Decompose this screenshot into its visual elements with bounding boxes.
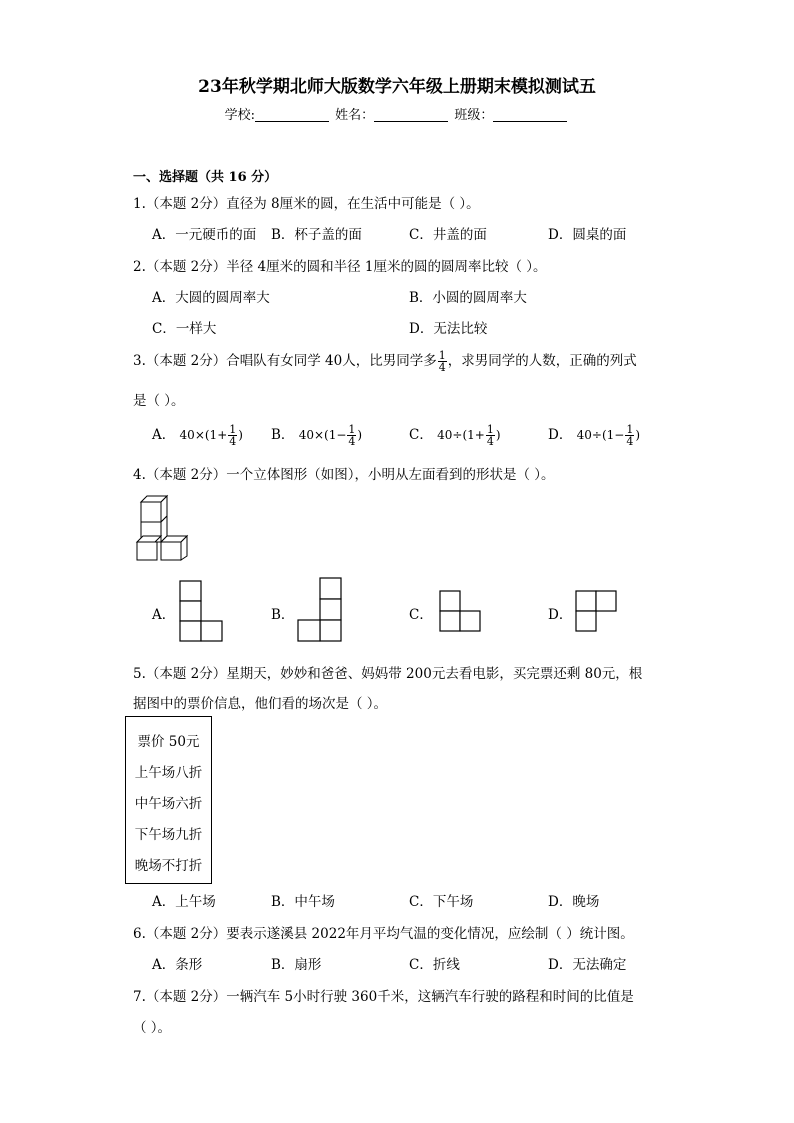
question-7-stem-line1: 7.（本题 2分）一辆汽车 5小时行驶 360千米，这辆汽车行驶的路程和时间的比值是	[133, 989, 634, 1005]
q3-option-b	[271, 423, 362, 447]
q4-option-d-figure	[575, 590, 618, 632]
q2-option-b: B．小圆的圆周率大	[409, 290, 527, 306]
ticket-price: 票价 50元	[137, 734, 200, 750]
option-expression: 40÷(1+	[437, 428, 485, 442]
question-5-stem-line1: 5.（本题 2分）星期天，妙妙和爸爸、妈妈带 200元去看电影，买完票还剩 80元，根	[133, 666, 643, 682]
q3-option-d	[548, 423, 640, 447]
cube-stack-figure	[133, 494, 193, 562]
fraction-denominator: 4	[348, 435, 356, 448]
question-4-stem: 4.（本题 2分）一个立体图形（如图），小明从左面看到的形状是（ ）。	[133, 467, 555, 483]
question-5-stem-line2: 据图中的票价信息，他们看的场次是（ ）。	[133, 696, 388, 712]
option-fraction	[486, 424, 495, 447]
fraction-denominator: 4	[486, 435, 494, 448]
q4-option-b-figure	[297, 577, 343, 643]
q4-option-c-figure	[439, 590, 481, 632]
ticket-afternoon: 下午场九折	[134, 827, 203, 843]
ticket-evening: 晚场不打折	[134, 858, 203, 874]
q4-option-d-label: D．	[548, 607, 573, 623]
q5-option-c: C．下午场	[409, 894, 474, 910]
option-letter: D．	[548, 427, 573, 443]
q2-option-a: A．大圆的圆周率大	[152, 290, 270, 306]
option-letter: B．	[271, 427, 295, 443]
question-7-stem-line2: （ ）。	[133, 1020, 172, 1036]
school-label: 学校:	[224, 108, 256, 123]
option-expression-close: )	[495, 428, 501, 442]
name-blank	[374, 108, 448, 122]
q1-option-b: B．杯子盖的面	[271, 227, 362, 243]
fraction-numerator: 1	[486, 423, 494, 436]
student-info-line	[0, 104, 794, 123]
exam-title: 23年秋学期北师大版数学六年级上册期末模拟测试五	[198, 77, 596, 97]
q6-option-d: D．无法确定	[548, 957, 627, 973]
q6-option-a: A．条形	[152, 957, 203, 973]
school-blank	[255, 108, 329, 122]
option-letter: C．	[409, 427, 433, 443]
q5-option-a: A．上午场	[152, 894, 216, 910]
class-label: 班级：	[454, 108, 494, 123]
option-expression: 40×(1+	[179, 428, 228, 442]
question-1-stem: 1.（本题 2分）直径为 8厘米的圆，在生活中可能是（ ）。	[133, 196, 480, 212]
ticket-price-box	[125, 716, 212, 884]
option-expression-close: )	[238, 428, 243, 442]
section-heading: 一、选择题（共 16 分）	[133, 170, 278, 185]
q5-option-b: B．中午场	[271, 894, 335, 910]
q3-option-c	[409, 423, 501, 447]
q4-option-b-label: B．	[271, 607, 295, 623]
fraction-numerator: 1	[348, 423, 356, 436]
q1-option-a: A．一元硬币的面	[152, 227, 257, 243]
q3-stem-part2: ，求男同学的人数，正确的列式	[447, 353, 637, 369]
option-expression-close: )	[357, 428, 363, 442]
question-2-stem: 2.（本题 2分）半径 4厘米的圆和半径 1厘米的圆的圆周率比较（ ）。	[133, 259, 547, 275]
option-fraction	[228, 424, 237, 447]
option-expression-close: )	[635, 428, 641, 442]
ticket-morning: 上午场八折	[134, 765, 203, 781]
q2-option-c: C．一样大	[152, 321, 217, 337]
q3-option-a	[152, 423, 243, 447]
ticket-noon: 中午场六折	[134, 796, 203, 812]
q2-option-d: D．无法比较	[409, 321, 488, 337]
q4-option-a-figure	[179, 580, 223, 642]
q3-stem-part1: 3.（本题 2分）合唱队有女同学 40人，比男同学多	[133, 353, 437, 369]
q3-stem-fraction	[438, 350, 447, 373]
option-letter: A．	[152, 427, 176, 443]
fraction-denominator: 4	[229, 435, 237, 448]
option-expression: 40×(1−	[298, 428, 347, 442]
q6-option-c: C．折线	[409, 957, 460, 973]
name-label: 姓名：	[335, 108, 375, 123]
question-3-stem-line2: 是（ ）。	[133, 393, 185, 409]
class-blank	[493, 108, 567, 122]
question-3-stem	[133, 349, 637, 373]
fraction-numerator: 1	[626, 423, 634, 436]
q4-option-a-label: A．	[152, 607, 176, 623]
option-fraction	[625, 424, 634, 447]
q4-option-c-label: C．	[409, 607, 433, 623]
fraction-numerator: 1	[229, 423, 237, 436]
option-expression: 40÷(1−	[576, 428, 625, 442]
question-6-stem: 6.（本题 2分）要表示遂溪县 2022年月平均气温的变化情况，应绘制（ ）统计图。	[133, 926, 634, 942]
q1-option-c: C．井盖的面	[409, 227, 487, 243]
q6-option-b: B．扇形	[271, 957, 322, 973]
fraction-denominator: 4	[438, 361, 446, 374]
q1-option-d: D．圆桌的面	[548, 227, 627, 243]
fraction-denominator: 4	[626, 435, 634, 448]
fraction-numerator: 1	[438, 349, 446, 362]
option-fraction	[347, 424, 356, 447]
q5-option-d: D．晚场	[548, 894, 600, 910]
